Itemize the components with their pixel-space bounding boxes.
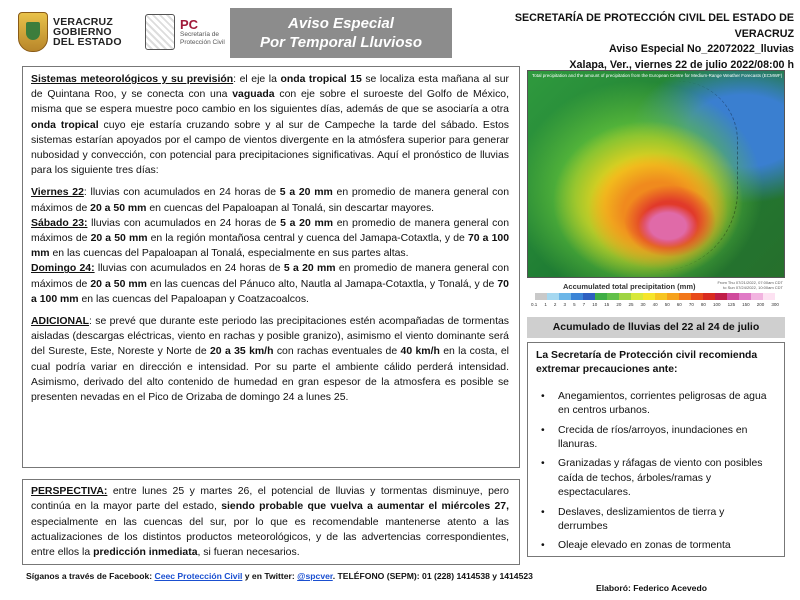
scale-tick-label: 10 xyxy=(592,302,598,307)
coastline xyxy=(588,81,738,271)
scale-tick-label: 40 xyxy=(652,302,658,307)
scale-tick-label: 5 xyxy=(573,302,576,307)
scale-swatch xyxy=(691,293,703,300)
scale-swatch xyxy=(739,293,751,300)
scale-swatch xyxy=(655,293,667,300)
scale-tick-label: 200 xyxy=(756,302,765,307)
veracruz-logo xyxy=(18,10,130,54)
list-item: • Deslaves, deslizamientos de tierra y derrumbes xyxy=(536,506,776,535)
scale-swatch xyxy=(631,293,643,300)
aviso-id: Aviso Especial No_22072022_lluvias xyxy=(609,43,794,55)
scale-swatch xyxy=(703,293,715,300)
scale-swatch xyxy=(619,293,631,300)
scale-tick-label: 80 xyxy=(700,302,706,307)
scale-swatch xyxy=(559,293,571,300)
scale-tick-label: 125 xyxy=(727,302,736,307)
scale-tick-label: 15 xyxy=(604,302,610,307)
scale-swatch xyxy=(643,293,655,300)
recomendaciones-list xyxy=(536,390,776,554)
scale-tick-label: 60 xyxy=(676,302,682,307)
domingo-block: Domingo 24: lluvias con acumulados en 24 horas de 5 a 20 mm en promedio de manera general con máximos de 20 a 50 mm en las cuencas del Pánuco alto, Nautla al Jamapa-Cotaxtla, y Tonalá, y de 70 a 100 mm en las cuencas del Papaloapan y Coatzacoalcos. xyxy=(31,263,510,305)
list-item: • Anegamientos, corrientes peligrosas de agua en centros urbanos. xyxy=(536,390,776,419)
sistemas-paragraph: Sistemas meteorológicos y su previsión: el eje la onda tropical 15 se localiza esta mañana al sur de Quintana Roo, y se conecta con una vaguada con eje sobre el suroeste del Golfo de México, misma que se espera muestre poco cambio en los siguientes días, además de que se asociaría a otra onda tropical cuyo eje estaría cruzando sobre y al sur de Campeche la tarde del sábado. Estos sistemas estarían apoyados por el campo de vientos divergente en la atmósfera superior para generar nubosidad y convección, con potencial para precipitaciones significativas. Aquí el pronóstico de lluvias para los siguiente tres días: xyxy=(31,74,509,177)
scale-tick-label: 25 xyxy=(628,302,634,307)
perspectiva-panel: PERSPECTIVA: entre lunes 25 y martes 26, el potencial de lluvias y tormentas disminuye, pero continúa en la mayor parte del estado, siendo probable que vuelva a aumentar el miércoles 27, especialmente en las cuencas del sur, por lo que es recomendable mantenerse atento a las actualizaciones de los distintos productos meteorológicos, y de las advertencias correspondientes, entre ellos la predicción inmediata, si fueran necesarios. xyxy=(22,479,520,565)
scale-tick-label: 3 xyxy=(563,302,566,307)
scale-swatch xyxy=(607,293,619,300)
elaboro: Elaboró: Federico Acevedo xyxy=(596,583,707,593)
seal-icon xyxy=(145,14,175,50)
veracruz-logo-text: VERACRUZ GOBIERNO DEL ESTADO xyxy=(53,16,122,48)
scale-tick-label: 20 xyxy=(616,302,622,307)
scale-tick-label: 70 xyxy=(688,302,694,307)
list-item: • Crecida de ríos/arroyos, inundaciones en llanuras. xyxy=(536,424,776,453)
scale-swatch xyxy=(571,293,583,300)
secretaria-title: SECRETARÍA DE PROTECCIÓN CIVIL DEL ESTADO DE VERACRUZ xyxy=(514,12,794,40)
scale-swatch xyxy=(667,293,679,300)
pc-logo-big: PC xyxy=(180,16,199,32)
scale-ticks xyxy=(531,302,779,307)
banner-line-1: Aviso Especial xyxy=(288,15,394,32)
color-scale xyxy=(535,293,775,300)
list-item: • Granizadas y ráfagas de viento con posibles caída de techos, árboles/ramas y espectaculares. xyxy=(536,457,776,500)
scale-swatch xyxy=(583,293,595,300)
map-title: Total precipitation and the amount of precipitation from the European Centre for Medium-Range Weather Forecasts (ECMWF) xyxy=(532,73,783,78)
precipitation-map xyxy=(527,70,785,278)
scale-swatch xyxy=(715,293,727,300)
secretaria-block xyxy=(458,11,794,73)
scale-tick-label: 300 xyxy=(771,302,779,307)
fecha: Xalapa, Ver., viernes 22 de julio 2022/08:00 h xyxy=(569,58,794,71)
legend-date: From Thu 07/21/2022, 07:00am CDT to Sun 07/24/2022, 10:00am CDT xyxy=(717,280,783,290)
sabado-block: Sábado 23: lluvias con acumulados en 24 horas de 5 a 20 mm en promedio de manera general con máximos de 20 a 50 mm en la región montañosa central y cuenca del Jamapa-Cotaxtla, y de 70 a 100 mm en las cuencas del Papaloapan al Tonalá, especialmente en sus partes altas. xyxy=(31,217,510,260)
scale-swatch xyxy=(547,293,559,300)
viernes-block: Viernes 22: lluvias con acumulados en 24 horas de 5 a 20 mm en promedio de manera general con máximos de 20 a 50 mm en cuencas del Papaloapan al Tonalá, sin descartar mayores. xyxy=(31,187,510,214)
coat-of-arms-icon xyxy=(18,12,48,52)
scale-swatch xyxy=(595,293,607,300)
map-caption: Acumulado de lluvias del 22 al 24 de julio xyxy=(527,317,785,338)
recomendaciones-panel xyxy=(527,342,785,557)
legend-label: Accumulated total precipitation (mm) xyxy=(563,282,696,291)
scale-swatch xyxy=(535,293,547,300)
scale-tick-label: 100 xyxy=(713,302,721,307)
scale-tick-label: 7 xyxy=(582,302,586,307)
aviso-banner xyxy=(230,8,452,58)
header xyxy=(0,0,800,71)
map-legend xyxy=(527,281,785,313)
scale-tick-label: 150 xyxy=(742,302,750,307)
scale-tick-label: 2 xyxy=(553,302,557,307)
scale-swatch xyxy=(727,293,739,300)
pc-logo-small-2: Protección Civil xyxy=(180,38,225,46)
scale-tick-label: 1 xyxy=(544,302,547,307)
recomendaciones-intro: La Secretaría de Protección civil recomienda extremar precauciones ante: xyxy=(536,350,758,376)
adicional-paragraph: ADICIONAL: se prevé que durante este periodo las precipitaciones estén acompañadas de tormentas aisladas (descargas eléctricas, viento en rachas y posible granizo), asimismo el viento dominante será del Sureste, Este, Noreste y Norte de 20 a 35 km/h con rachas eventuales de 40 km/h en la costa, el cual podría variar en dirección e intensidad. Por su parte el ambiente cálido perderá intensidad. Asimismo, derivado del alto contenido de humedad en gran espesor de la atmosfera es posible se presenten nevadas en el Pico de Orizaba de domingo 24 a lunes 25. xyxy=(31,316,509,404)
scale-swatch xyxy=(763,293,775,300)
facebook-link[interactable]: Ceec Protección Civil xyxy=(154,571,243,581)
scale-tick-label: 30 xyxy=(640,302,646,307)
banner-line-2: Por Temporal Lluvioso xyxy=(260,34,422,51)
footer: Síganos a través de Facebook: Ceec Protección Civil y en Twitter: @spcver. TELÉFONO (SEPM): 01 (228) 1414538 y 1414523 xyxy=(26,571,533,581)
twitter-link[interactable]: @spcver xyxy=(297,571,333,581)
forecast-days xyxy=(31,185,509,307)
scale-swatch xyxy=(751,293,763,300)
proteccion-civil-logo xyxy=(145,10,235,54)
pc-logo-small-1: Secretaría de xyxy=(180,30,220,38)
list-item: • Oleaje elevado en zonas de tormenta xyxy=(536,539,776,553)
forecast-panel xyxy=(22,66,520,468)
scale-tick-label: 50 xyxy=(664,302,670,307)
scale-swatch xyxy=(679,293,691,300)
scale-tick-label: 0.1 xyxy=(531,302,538,307)
